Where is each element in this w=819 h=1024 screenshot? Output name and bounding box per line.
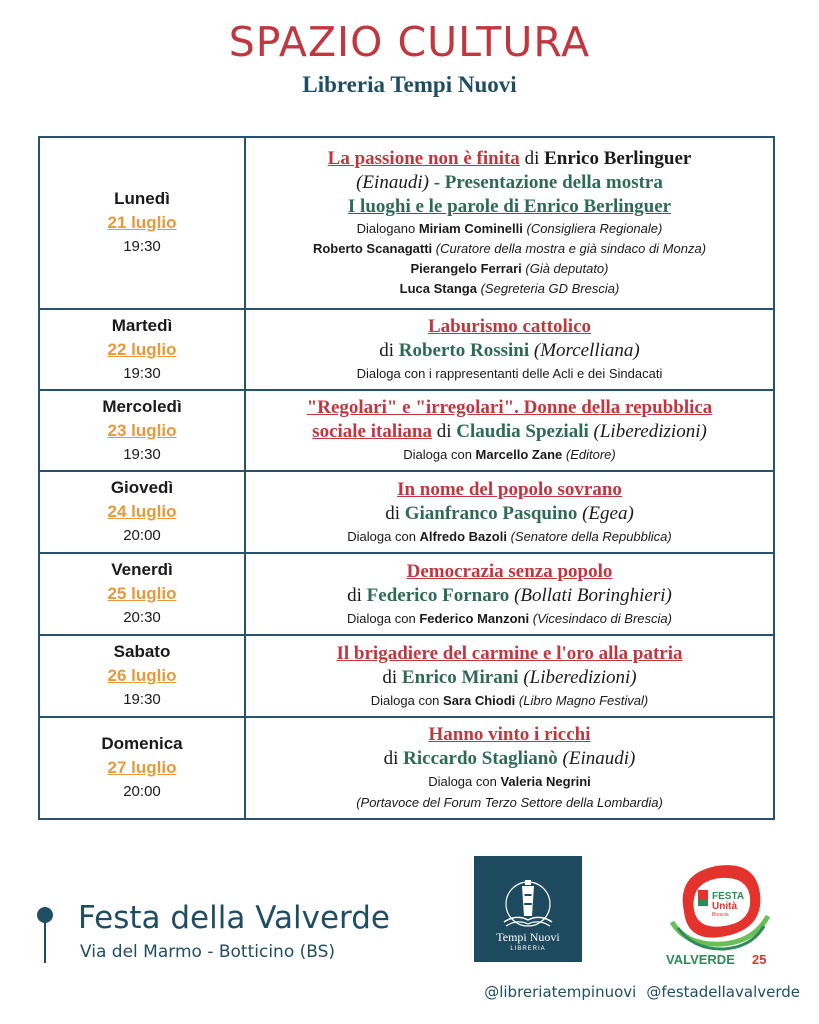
day-cell: [39, 390, 245, 471]
day-name: Sabato: [113, 642, 171, 661]
publisher: (Morcelliana): [533, 340, 640, 361]
logo-subtitle: LIBRERIA: [510, 946, 546, 952]
speaker-name: Pierangelo Ferrari: [410, 261, 522, 276]
event-description: [245, 137, 774, 309]
intro-label: Dialoga con: [403, 447, 472, 462]
di-label: di: [382, 666, 398, 688]
table-row: [39, 137, 774, 309]
book-title-link[interactable]: Hanno vinto i ricchi: [428, 724, 591, 745]
day-name: Giovedì: [110, 478, 174, 497]
day-cell: [39, 137, 245, 309]
location-pin-icon: [36, 905, 54, 963]
speaker-role: (Segreteria GD Brescia): [480, 281, 620, 296]
day-cell: [39, 471, 245, 553]
book-title-link[interactable]: "Regolari" e "irregolari". Donne della repubblica: [306, 397, 713, 418]
author-name: Roberto Rossini: [398, 340, 530, 361]
day-name: Venerdì: [111, 560, 173, 579]
exhibition-label: Presentazione della mostra: [444, 172, 663, 193]
date-link[interactable]: 26 luglio: [107, 666, 177, 685]
table-row: [39, 471, 774, 553]
day-name: Lunedì: [114, 189, 170, 208]
date-link[interactable]: 27 luglio: [107, 758, 177, 777]
intro-label: Dialoga con: [370, 692, 440, 708]
guest-role: (Portavoce del Forum Terzo Settore della Lombardia): [356, 795, 663, 810]
logo-valverde-text: VALVERDE: [666, 952, 735, 967]
table-row: [39, 553, 774, 635]
event-note: Dialoga con i rappresentanti delle Acli e dei Sindacati: [356, 366, 663, 381]
table-row: [39, 717, 774, 819]
events-table: [38, 136, 775, 820]
book-title-link[interactable]: Il brigadiere del carmine e l'oro alla patria: [336, 642, 683, 664]
di-label: di: [379, 340, 395, 361]
table-row: [39, 309, 774, 390]
book-title-link[interactable]: Laburismo cattolico: [427, 316, 592, 337]
date-link[interactable]: 24 luglio: [107, 502, 177, 521]
festa-address: Via del Marmo - Botticino (BS): [80, 942, 336, 962]
table-row: [39, 390, 774, 471]
publisher: (Einaudi): [356, 172, 429, 193]
di-label: di: [383, 748, 399, 769]
handle-festa[interactable]: @festadellavalverde: [646, 983, 800, 1001]
date-link[interactable]: 23 luglio: [107, 420, 177, 440]
day-cell: [39, 553, 245, 635]
festa-unita-valverde-logo: [664, 852, 776, 968]
dash-separator: -: [433, 172, 441, 193]
book-title-link[interactable]: In nome del popolo sovrano: [397, 478, 622, 500]
logo-unita-text: Unità: [712, 901, 737, 912]
speaker-name: Miriam Cominelli: [418, 221, 523, 236]
event-time: 19:30: [123, 691, 161, 708]
table-row: [39, 635, 774, 717]
intro-label: Dialoga con: [347, 528, 416, 544]
social-handles: [440, 983, 800, 1001]
author-name: Gianfranco Pasquino: [404, 502, 578, 524]
day-name: Domenica: [101, 734, 183, 753]
guest-role: (Libro Magno Festival): [518, 692, 649, 708]
event-description: [245, 553, 774, 635]
guest-name: Marcello Zane: [475, 447, 563, 462]
guest-role: (Vicesindaco di Brescia): [532, 610, 672, 626]
author-name: Enrico Mirani: [401, 666, 519, 688]
publisher: (Liberedizioni): [593, 421, 707, 442]
event-time: 19:30: [123, 364, 161, 382]
di-label: di: [436, 421, 452, 442]
day-cell: [39, 717, 245, 819]
publisher: (Bollati Boringhieri): [514, 584, 672, 606]
event-description: [245, 390, 774, 471]
guest-name: Federico Manzoni: [419, 610, 530, 626]
author-name: Enrico Berlinguer: [544, 148, 692, 169]
page-subtitle: Libreria Tempi Nuovi: [302, 72, 517, 97]
day-name: Mercoledì: [102, 396, 182, 416]
speaker-role: (Consigliera Regionale): [526, 221, 663, 236]
exhibition-title: I luoghi e le parole di Enrico Berlinguer: [347, 196, 672, 217]
logo-festa-text: FESTA: [712, 891, 745, 902]
publisher: (Einaudi): [562, 748, 636, 769]
lighthouse-icon: [474, 856, 582, 930]
speaker-name: Luca Stanga: [399, 281, 477, 296]
date-link[interactable]: 21 luglio: [107, 213, 177, 232]
di-label: di: [524, 148, 540, 169]
guest-role: (Editore): [565, 447, 616, 462]
event-time: 19:30: [123, 238, 161, 255]
di-label: di: [347, 584, 362, 606]
event-description: [245, 635, 774, 717]
day-cell: [39, 309, 245, 390]
speaker-role: (Già deputato): [525, 261, 609, 276]
logo-brescia-text: Brescia: [712, 912, 729, 918]
book-title-link[interactable]: La passione non è finita: [327, 148, 520, 169]
festa-name: Festa della Valverde: [78, 900, 390, 936]
guest-name: Sara Chiodi: [443, 692, 516, 708]
intro-label: Dialoga con: [428, 774, 497, 789]
event-description: [245, 471, 774, 553]
day-name: Martedì: [111, 315, 173, 335]
author-name: Claudia Speziali: [456, 421, 589, 442]
handle-libreria[interactable]: @libreriatempinuovi: [484, 983, 637, 1001]
guest-name: Alfredo Bazoli: [419, 528, 507, 544]
author-name: Riccardo Staglianò: [403, 748, 558, 769]
event-description: [245, 717, 774, 819]
date-link[interactable]: 25 luglio: [107, 584, 177, 603]
event-description: [245, 309, 774, 390]
guest-role: (Senatore della Repubblica): [510, 528, 672, 544]
logo-year-text: 25: [752, 952, 767, 967]
event-time: 20:00: [123, 527, 161, 544]
date-link[interactable]: 22 luglio: [107, 339, 177, 359]
publisher: (Egea): [582, 502, 634, 524]
event-time: 20:30: [123, 609, 161, 626]
event-time: 19:30: [123, 445, 161, 463]
author-name: Federico Fornaro: [366, 584, 510, 606]
guest-name: Valeria Negrini: [500, 774, 591, 789]
intro-label: Dialogano: [356, 221, 416, 236]
event-time: 20:00: [123, 783, 161, 800]
day-cell: [39, 635, 245, 717]
book-title-link[interactable]: sociale italiana: [312, 421, 432, 442]
publisher: (Liberedizioni): [523, 666, 637, 688]
di-label: di: [385, 502, 400, 524]
logo-name: Tempi Nuovi: [496, 930, 560, 944]
page-title: SPAZIO CULTURA: [228, 18, 591, 66]
book-title-link[interactable]: Democrazia senza popolo: [406, 560, 613, 582]
tempi-nuovi-logo: [474, 856, 582, 962]
speaker-role: (Curatore della mostra e già sindaco di Monza): [435, 241, 707, 256]
intro-label: Dialoga con: [347, 610, 416, 626]
speaker-name: Roberto Scanagatti: [312, 241, 433, 256]
